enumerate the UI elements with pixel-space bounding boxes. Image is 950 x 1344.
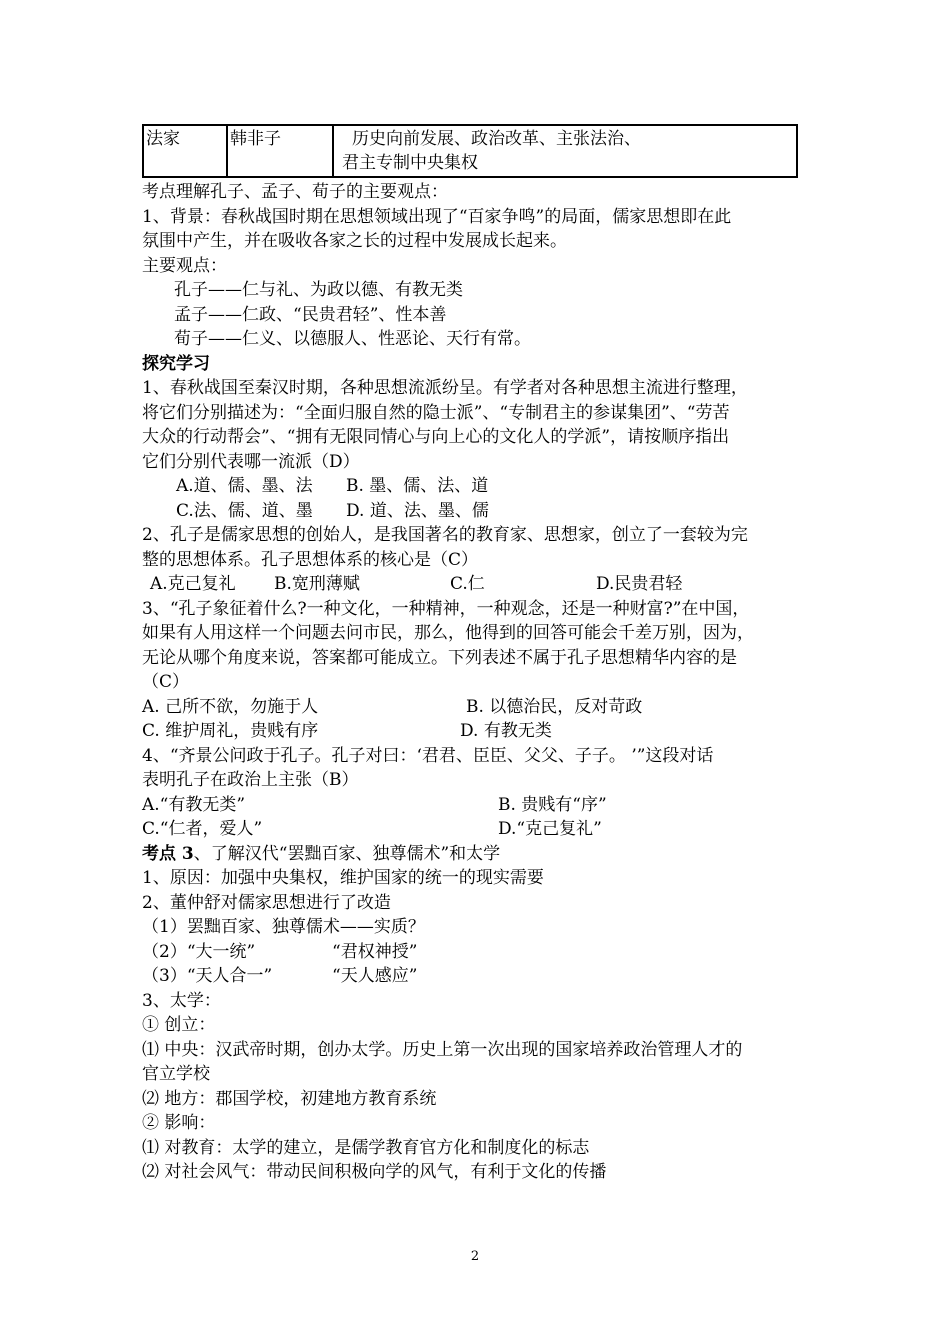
- schools-table: [142, 124, 798, 178]
- social-line: ⑵ 对社会风气：带动民间积极向学的风气，有利于文化的传播: [142, 1162, 607, 1182]
- option: C.仁: [450, 574, 485, 594]
- document-body: [142, 124, 812, 1185]
- sub-point-a: （3）“天人合一”: [142, 966, 273, 986]
- central-line: ⑴ 中央：汉武帝时期，创办太学。历史上第一次出现的国家培养政治管理人才的: [142, 1039, 743, 1060]
- school-cell: 法家: [143, 125, 227, 177]
- question-line: 表明孔子在政治上主张（B）: [142, 770, 359, 790]
- question-line: 2、孔子是儒家思想的创始人，是我国著名的教育家、思想家，创立了一套较为完: [142, 525, 748, 545]
- option: B. 墨、儒、法、道: [346, 476, 489, 496]
- local-line: ⑵ 地方：郡国学校，初建地方教育系统: [142, 1088, 437, 1109]
- option: C.法、儒、道、墨: [176, 500, 313, 521]
- question-line: （C）: [142, 672, 190, 692]
- options-row: [142, 474, 812, 499]
- question-line: 大众的行动帮会”、“拥有无限同情心与向上心的文化人的学派”，请按顺序指出: [142, 427, 730, 447]
- question-line: 整的思想体系。孔子思想体系的核心是（C）: [142, 549, 479, 570]
- taixue-heading: 3、太学：: [142, 990, 221, 1011]
- education-line: ⑴ 对教育：太学的建立，是儒学教育官方化和制度化的标志: [142, 1137, 590, 1158]
- create-heading: ① 创立：: [142, 1015, 216, 1035]
- sub-point-a: （2）“大一统”: [142, 941, 256, 962]
- background-line: 1、背景：春秋战国时期在思想领域出现了“百家争鸣”的局面，儒家思想即在此: [142, 206, 732, 227]
- sub-point-b: “天人感应”: [332, 966, 418, 986]
- background-line: 氛围中产生，并在吸收各家之长的过程中发展成长起来。: [142, 231, 567, 251]
- view-point: 孔子——仁与礼、为政以德、有教无类: [174, 280, 463, 300]
- option: D.“克己复礼”: [498, 819, 602, 839]
- question-line: 1、春秋战国至秦汉时期，各种思想流派纷呈。有学者对各种思想主流进行整理，: [142, 378, 748, 398]
- option: C.“仁者，爱人”: [142, 819, 263, 839]
- views-line: 历史向前发展、政治改革、主张法治、: [352, 129, 641, 149]
- kaodian2-title: 考点理解孔子、孟子、荀子的主要观点：: [142, 182, 448, 202]
- option: C. 维护周礼，贵贱有序: [142, 721, 319, 741]
- options-row: [142, 719, 812, 744]
- option: A.“有教无类”: [142, 794, 246, 815]
- question-line: 如果有人用这样一个问题去问市民，那么，他得到的回答可能会千差万别，因为，: [142, 623, 754, 643]
- question-line: 无论从哪个角度来说，答案都可能成立。下列表述不属于孔子思想精华内容的是: [142, 647, 737, 668]
- sub-point-b: “君权神授”: [332, 941, 418, 962]
- sub-point: [142, 964, 812, 989]
- views-line: 君主专制中央集权: [342, 153, 478, 173]
- page-number: 2: [470, 1249, 480, 1264]
- option: D.民贵君轻: [596, 574, 683, 594]
- option: D. 有教无类: [460, 721, 552, 741]
- option: A. 己所不欲，勿施于人: [142, 696, 319, 717]
- table-row: [143, 125, 797, 177]
- reason-line: 1、原因：加强中央集权，维护国家的统一的现实需要: [142, 868, 544, 888]
- option: B. 以德治民，反对苛政: [466, 696, 643, 717]
- impact-heading: ② 影响：: [142, 1113, 216, 1133]
- options-row: [142, 572, 812, 597]
- question-line: 4、“齐景公问政于孔子。孔子对曰：‘君君、臣臣、父父、子子。 ’”这段对话: [142, 745, 714, 766]
- person-cell: 韩非子: [227, 125, 333, 177]
- main-views-label: 主要观点：: [142, 255, 227, 276]
- kaodian3-topic: 、了解汉代“罢黜百家、独尊儒术”和太学: [193, 843, 501, 864]
- option: A.道、儒、墨、法: [176, 476, 313, 496]
- options-row: [142, 817, 812, 842]
- central-line: 官立学校: [142, 1064, 210, 1084]
- kaodian3-title: [142, 842, 812, 867]
- view-point: 荀子——仁义、以德服人、性恶论、天行有常。: [174, 329, 531, 349]
- option: A.克己复礼: [150, 574, 236, 594]
- sub-point: [142, 940, 812, 965]
- dong-line: 2、董仲舒对儒家思想进行了改造: [142, 892, 391, 913]
- option: B. 贵贱有“序”: [498, 794, 607, 815]
- question-line: 3、“孔子象征着什么?一种文化，一种精神，一种观念，还是一种财富?”在中国，: [142, 598, 750, 619]
- kaodian3-label: 考点 3: [142, 843, 194, 864]
- sub-point: （1）罢黜百家、独尊儒术——实质？: [142, 917, 425, 937]
- options-row: [142, 793, 812, 818]
- options-row: [142, 695, 812, 720]
- views-cell: [333, 125, 797, 177]
- question-line: 将它们分别描述为：“全面归服自然的隐士派”、“专制君主的参谋集团”、“劳苦: [142, 402, 730, 423]
- explore-heading: 探究学习: [142, 353, 210, 374]
- options-row: [142, 499, 812, 524]
- question-line: 它们分别代表哪一流派（D）: [142, 451, 360, 472]
- option: D. 道、法、墨、儒: [346, 500, 489, 521]
- option: B.宽刑薄赋: [274, 574, 360, 594]
- view-point: 孟子——仁政、“民贵君轻”、性本善: [174, 304, 447, 325]
